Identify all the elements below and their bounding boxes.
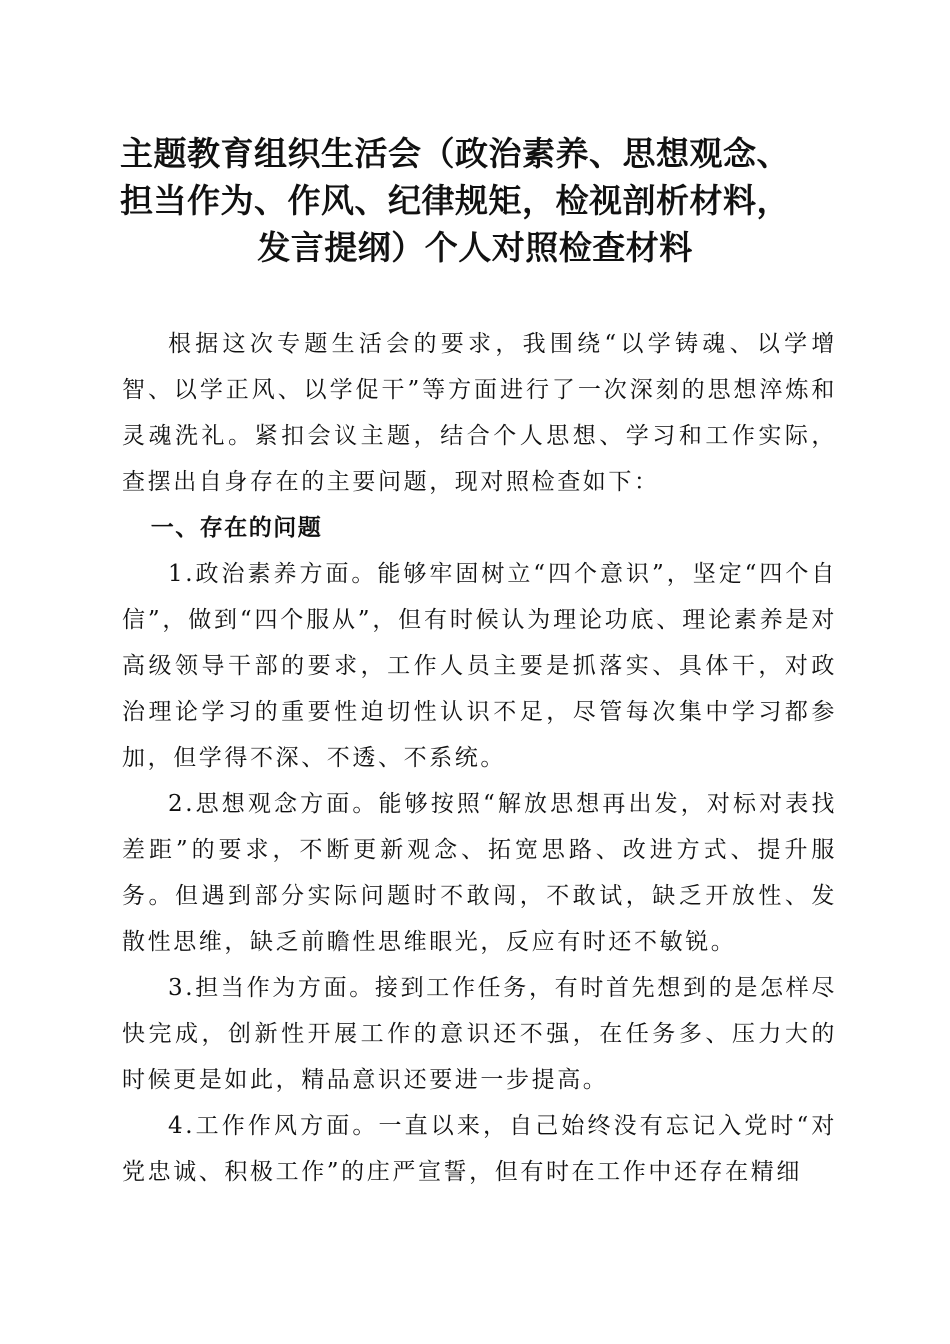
item-work-style: 4.工作作风方面。一直以来，自己始终没有忘记入党时“对党忠诚、积极工作”的庄严宣誓，但有时在工作中还存在精细	[122, 1113, 837, 1185]
document-body	[122, 321, 837, 1195]
document-title	[100, 130, 850, 271]
section-heading: 一、存在的问题	[150, 515, 323, 541]
item-ideology: 2.思想观念方面。能够按照“解放思想再出发，对标对表找差距”的要求，不断更新观念、拓宽思路、改进方式、提升服务。但遇到部分实际问题时不敢闯，不敢试，缺乏开放性、发散性思维，缺乏前瞻性思维眼光，反应有时还不敏锐。	[122, 791, 837, 955]
title-line-1: 主题教育组织生活会（政治素养、思想观念、	[120, 134, 790, 173]
title-line-2: 担当作为、作风、纪律规矩，检视剖析材料，	[120, 181, 790, 220]
title-line-3: 发言提纲）个人对照检查材料	[257, 228, 693, 267]
item-responsibility: 3.担当作为方面。接到工作任务，有时首先想到的是怎样尽快完成，创新性开展工作的意识还不强，在任务多、压力大的时候更是如此，精品意识还要进一步提高。	[122, 975, 837, 1093]
intro-paragraph: 根据这次专题生活会的要求，我围绕“以学铸魂、以学增智、以学正风、以学促干”等方面进行了一次深刻的思想淬炼和灵魂洗礼。紧扣会议主题，结合个人思想、学习和工作实际，查摆出自身存在的主要问题，现对照检查如下：	[122, 331, 837, 495]
item-political-quality: 1.政治素养方面。能够牢固树立“四个意识”，坚定“四个自信”，做到“四个服从”，但有时候认为理论功底、理论素养是对高级领导干部的要求，工作人员主要是抓落实、具体干，对政治理论学习的重要性迫切性认识不足，尽管每次集中学习都参加，但学得不深、不透、不系统。	[122, 561, 837, 771]
